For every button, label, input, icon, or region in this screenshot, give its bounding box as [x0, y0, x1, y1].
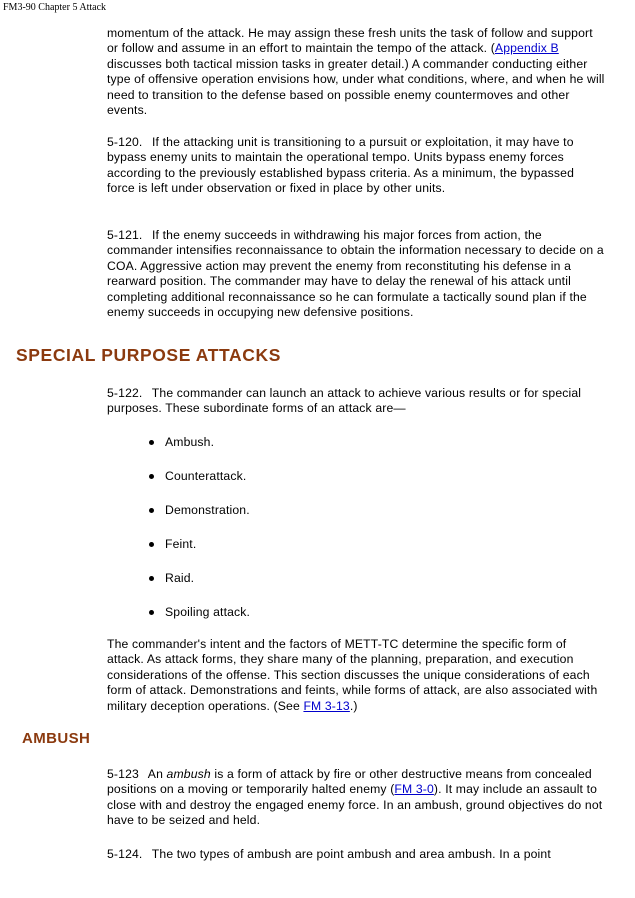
paragraph-text: The commander can launch an attack to achieve various results or for special purposes. These subordinate forms of an attack are— — [107, 386, 582, 416]
list-item: Spoiling attack. — [149, 604, 250, 638]
bullet-icon — [149, 508, 154, 513]
list-item: Raid. — [149, 570, 250, 604]
list-item: Ambush. — [149, 434, 250, 468]
paragraph-text: If the enemy succeeds in withdrawing his major forces from action, the commander intensifies reconnaissance to obtain the information necessary to decide on a COA. Aggressive action may prevent the enemy from reconstituting his defense in a rearward position. The commander may have to delay the renewal of his attack until completing additional reconnaissance so he can formulate a tactically sound plan if the enemy succeeds in occupying new defensive positions. — [107, 228, 604, 320]
intro-paragraph — [107, 26, 605, 118]
section-title: SPECIAL PURPOSE ATTACKS — [16, 345, 281, 365]
paragraph-text: If the attacking unit is transitioning to a pursuit or exploitation, it may have to bypass enemy units to maintain the operational tempo. Units bypass enemy forces according to the previously established bypass criteria. As a minimum, the bypassed force is left under observation or fixed in place by other units. — [107, 135, 574, 196]
bullet-icon — [149, 610, 154, 615]
paragraph-text: The two types of ambush are point ambush and area ambush. In a point — [151, 847, 551, 861]
bullet-icon — [149, 576, 154, 581]
intro-text-1: momentum of the attack. He may assign these fresh units the task of follow and support or follow and assume in an effort to maintain the tempo of the attack. ( — [107, 26, 593, 56]
page-header: FM3-90 Chapter 5 Attack — [3, 2, 107, 13]
paragraph-5-120 — [107, 135, 605, 197]
fm-3-13-link[interactable]: FM 3-13 — [303, 698, 350, 713]
forms-text-2: .) — [349, 698, 358, 713]
subsection-title: AMBUSH — [22, 730, 91, 747]
fm-3-0-link[interactable]: FM 3-0 — [394, 782, 434, 797]
list-item: Feint. — [149, 536, 250, 570]
appendix-b-link[interactable]: Appendix B — [494, 41, 559, 56]
attack-forms-list — [149, 434, 250, 638]
paragraph-5-121 — [107, 228, 605, 320]
paragraph-number: 5-123 — [107, 767, 139, 781]
paragraph-text-2: is a form of attack by fire or other destructive means from concealed positions on a moving or temporarily halted enemy ( — [107, 767, 592, 797]
list-item: Demonstration. — [149, 502, 250, 536]
paragraph-text-3: ). It may include an assault to close with and destroy the engaged enemy force. In an ambush, ground objectives do not have to be seized and held. — [107, 782, 603, 828]
bullet-icon — [149, 474, 154, 479]
paragraph-number: 5-124. — [107, 847, 143, 861]
intro-text-2: discusses both tactical mission tasks in greater detail.) A commander conducting either type of offensive operation envisions how, under what conditions, where, and when he will need to transition to the defense based on possible enemy countermoves and other events. — [107, 56, 605, 118]
paragraph-5-123 — [107, 767, 605, 829]
term-ambush: ambush — [166, 767, 211, 781]
list-item: Counterattack. — [149, 468, 250, 502]
bullet-icon — [149, 542, 154, 547]
paragraph-number: 5-122. — [107, 386, 143, 400]
paragraph-5-122 — [107, 386, 605, 417]
paragraph-text-1: An — [147, 767, 167, 781]
paragraph-number: 5-120. — [107, 135, 143, 149]
paragraph-number: 5-121. — [107, 228, 143, 242]
bullet-icon — [149, 440, 154, 445]
paragraph-5-124 — [107, 847, 605, 862]
attack-forms-paragraph — [107, 637, 605, 714]
forms-text-1: The commander's intent and the factors of METT-TC determine the specific form of attack. As attack forms, they share many of the planning, preparation, and execution considerations of the offense. This section discusses the unique considerations of each form of attack. Demonstrations and feints, while forms of attack, are also associated with military deception operations. (See — [107, 637, 598, 713]
